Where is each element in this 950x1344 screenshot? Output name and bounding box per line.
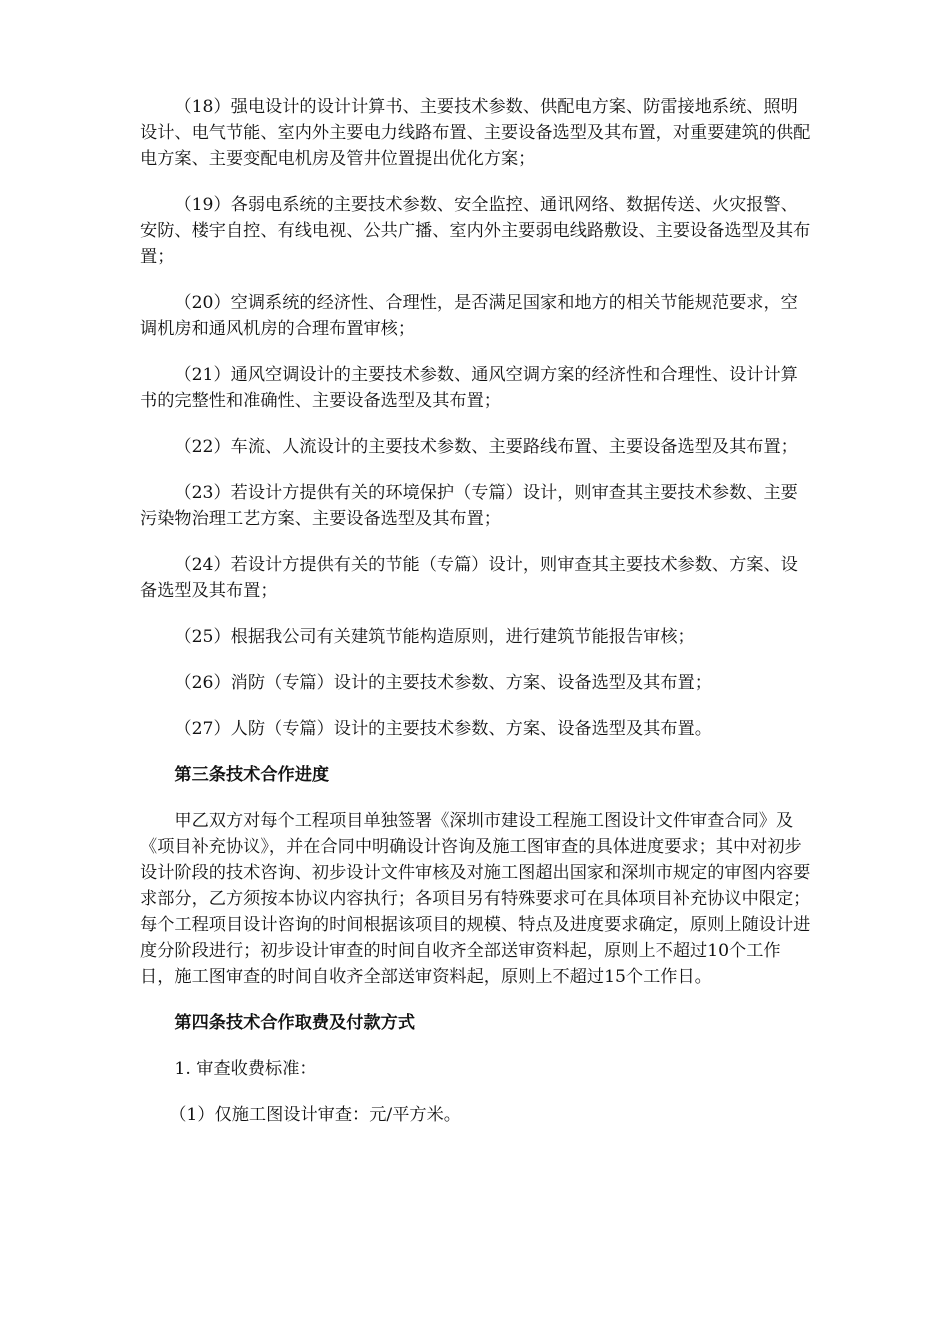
clause-21: （21）通风空调设计的主要技术参数、通风空调方案的经济性和合理性、设计计算书的完整性和准确性、主要设备选型及其布置； — [140, 365, 798, 411]
clause-19: （19）各弱电系统的主要技术参数、安全监控、通讯网络、数据传送、火灾报警、安防、楼宇自控、有线电视、公共广播、室内外主要弱电线路敷设、主要设备选型及其布置； — [140, 195, 811, 267]
clause-18: （18）强电设计的设计计算书、主要技术参数、供配电方案、防雷接地系统、照明设计、电气节能、室内外主要电力线路布置、主要设备选型及其布置，对重要建筑的供配电方案、主要变配电机房及管井位置提出优化方案； — [140, 97, 811, 169]
clause-27: （27）人防（专篇）设计的主要技术参数、方案、设备选型及其布置。 — [174, 719, 712, 739]
article-3-heading: 第三条技术合作进度 — [174, 765, 330, 785]
clause-23: （23）若设计方提供有关的环境保护（专篇）设计，则审查其主要技术参数、主要污染物治理工艺方案、主要设备选型及其布置； — [140, 483, 798, 529]
fee-standard-subitem: （1）仅施工图设计审查：元/平方米。 — [169, 1105, 461, 1125]
clause-25: （25）根据我公司有关建筑节能构造原则，进行建筑节能报告审核； — [174, 627, 695, 647]
clause-20: （20）空调系统的经济性、合理性，是否满足国家和地方的相关节能规范要求，空调机房和通风机房的合理布置审核； — [140, 293, 798, 339]
clause-24: （24）若设计方提供有关的节能（专篇）设计，则审查其主要技术参数、方案、设备选型及其布置； — [140, 555, 798, 601]
clause-26: （26）消防（专篇）设计的主要技术参数、方案、设备选型及其布置； — [174, 673, 712, 693]
fee-standard-item: 1. 审查收费标准： — [174, 1059, 317, 1079]
article-3-body: 甲乙双方对每个工程项目单独签署《深圳市建设工程施工图设计文件审查合同》及《项目补充协议》，并在合同中明确设计咨询及施工图审查的具体进度要求；其中对初步设计阶段的技术咨询、初步设计文件审核及对施工图超出国家和深圳市规定的审图内容要求部分，乙方须按本协议内容执行；各项目另有特殊要求可在具体项目补充协议中限定；每个工程项目设计咨询的时间根据该项目的规模、特点及进度要求确定，原则上随设计进度分阶段进行；初步设计审查的时间自收齐全部送审资料起，原则上不超过10个工作日，施工图审查的时间自收齐全部送审资料起，原则上不超过15个工作日。 — [140, 811, 811, 987]
clause-22: （22）车流、人流设计的主要技术参数、主要路线布置、主要设备选型及其布置； — [174, 437, 798, 457]
document-page — [140, 94, 812, 1128]
article-4-heading: 第四条技术合作取费及付款方式 — [174, 1013, 416, 1033]
